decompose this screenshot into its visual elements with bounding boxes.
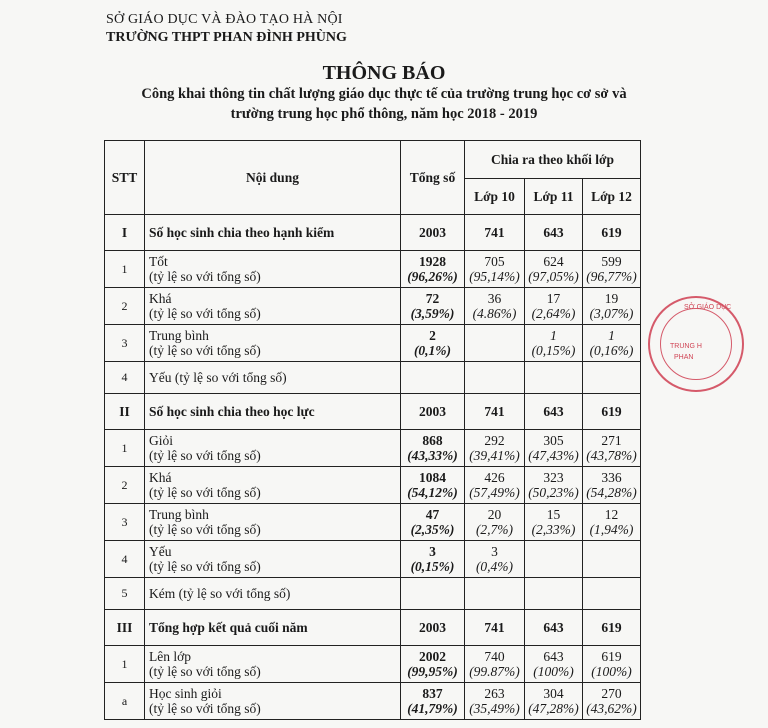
table-body <box>105 215 641 720</box>
page-title: THÔNG BÁO <box>322 62 446 84</box>
table-row <box>105 578 641 610</box>
cell-value: 1084 <box>419 470 446 485</box>
cell-total <box>401 362 465 394</box>
cell-value: 323 <box>543 470 564 485</box>
section-number: I <box>105 215 145 251</box>
cell-total <box>401 646 465 683</box>
section-number: III <box>105 610 145 646</box>
row-ratio-note: (tỷ lệ so với tổng số) <box>149 448 261 463</box>
row-content <box>145 325 401 362</box>
cell-percent: (100%) <box>591 664 632 679</box>
cell-value: 17 <box>546 291 561 306</box>
row-content <box>145 288 401 325</box>
cell-g10 <box>465 504 525 541</box>
row-number: 2 <box>105 467 145 504</box>
row-label: Yếu <box>149 544 172 559</box>
cell-percent: (2,33%) <box>531 522 576 537</box>
row-label: Yếu (tỷ lệ so với tổng số) <box>149 370 287 385</box>
cell-g12 <box>583 251 641 288</box>
cell-value: 336 <box>601 470 622 485</box>
header-grade-12: Lớp 12 <box>583 179 641 215</box>
row-number: a <box>105 683 145 720</box>
cell-g12 <box>583 325 641 362</box>
cell-g11 <box>525 467 583 504</box>
cell-value: 263 <box>484 686 505 701</box>
cell-percent: (3,07%) <box>589 306 634 321</box>
section-g11: 643 <box>525 610 583 646</box>
cell-g10 <box>465 251 525 288</box>
cell-value: 1928 <box>419 254 446 269</box>
cell-percent: (57,49%) <box>469 485 520 500</box>
cell-value: 305 <box>543 433 564 448</box>
table-row <box>105 467 641 504</box>
row-label: Khá <box>149 291 172 306</box>
cell-value: 1 <box>550 328 557 343</box>
row-label: Học sinh giỏi <box>149 686 222 701</box>
row-label: Trung bình <box>149 507 209 522</box>
section-label: Tổng hợp kết quả cuối năm <box>145 610 401 646</box>
row-number: 1 <box>105 646 145 683</box>
cell-g12 <box>583 683 641 720</box>
section-g10: 741 <box>465 394 525 430</box>
cell-percent: (2,7%) <box>475 522 514 537</box>
cell-g10 <box>465 683 525 720</box>
row-content <box>145 251 401 288</box>
cell-percent: (96,26%) <box>407 269 458 284</box>
row-ratio-note: (tỷ lệ so với tổng số) <box>149 485 261 500</box>
section-total: 2003 <box>401 610 465 646</box>
cell-percent: (47,28%) <box>528 701 579 716</box>
header-grade-group: Chia ra theo khối lớp <box>465 141 641 179</box>
row-label: Khá <box>149 470 172 485</box>
official-seal <box>648 296 744 392</box>
row-ratio-note: (tỷ lệ so với tổng số) <box>149 306 261 321</box>
cell-percent: (2,35%) <box>410 522 455 537</box>
cell-g10 <box>465 430 525 467</box>
table-row <box>105 504 641 541</box>
cell-value: 47 <box>425 507 440 522</box>
section-total: 2003 <box>401 394 465 430</box>
cell-percent: (0,16%) <box>589 343 634 358</box>
cell-g11 <box>525 251 583 288</box>
table-row <box>105 288 641 325</box>
cell-total <box>401 578 465 610</box>
cell-percent: (41,79%) <box>407 701 458 716</box>
cell-value: 837 <box>422 686 443 701</box>
row-number: 1 <box>105 251 145 288</box>
cell-total <box>401 504 465 541</box>
cell-value: 271 <box>601 433 622 448</box>
cell-total <box>401 683 465 720</box>
cell-value: 1 <box>608 328 615 343</box>
cell-total <box>401 430 465 467</box>
cell-value: 292 <box>484 433 505 448</box>
cell-value: 619 <box>601 649 622 664</box>
row-ratio-note: (tỷ lệ so với tổng số) <box>149 343 261 358</box>
cell-percent: (0,4%) <box>475 559 514 574</box>
cell-value: 19 <box>604 291 619 306</box>
table-row <box>105 541 641 578</box>
cell-total <box>401 325 465 362</box>
cell-value: 426 <box>484 470 505 485</box>
cell-g11 <box>525 504 583 541</box>
cell-g10 <box>465 541 525 578</box>
section-g10: 741 <box>465 215 525 251</box>
cell-g10 <box>465 578 525 610</box>
cell-percent: (4.86%) <box>472 306 517 321</box>
section-number: II <box>105 394 145 430</box>
header-grade-10: Lớp 10 <box>465 179 525 215</box>
cell-value: 705 <box>484 254 505 269</box>
cell-value: 15 <box>546 507 561 522</box>
cell-g12 <box>583 646 641 683</box>
department-name: SỞ GIÁO DỤC VÀ ĐÀO TẠO HÀ NỘI <box>106 12 343 27</box>
table-row <box>105 430 641 467</box>
cell-percent: (39,41%) <box>469 448 520 463</box>
row-content <box>145 541 401 578</box>
cell-g12 <box>583 362 641 394</box>
header-content: Nội dung <box>145 141 401 215</box>
cell-value: 3 <box>491 544 498 559</box>
row-content <box>145 683 401 720</box>
cell-g11 <box>525 288 583 325</box>
row-content <box>145 504 401 541</box>
row-number: 4 <box>105 362 145 394</box>
section-g11: 643 <box>525 215 583 251</box>
cell-percent: (96,77%) <box>586 269 637 284</box>
header-total: Tổng số <box>401 141 465 215</box>
cell-value: 2 <box>429 328 436 343</box>
cell-percent: (35,49%) <box>469 701 520 716</box>
cell-g12 <box>583 504 641 541</box>
row-number: 3 <box>105 504 145 541</box>
table-row <box>105 251 641 288</box>
cell-total <box>401 541 465 578</box>
row-number: 4 <box>105 541 145 578</box>
cell-value: 3 <box>429 544 436 559</box>
subtitle-line-1: Công khai thông tin chất lượng giáo dục thực tế của trường trung học cơ sở và <box>141 86 627 102</box>
row-label: Trung bình <box>149 328 209 343</box>
cell-percent: (0,15%) <box>410 559 455 574</box>
cell-g11 <box>525 646 583 683</box>
row-label: Giỏi <box>149 433 174 448</box>
section-g12: 619 <box>583 215 641 251</box>
row-label: Lên lớp <box>149 649 192 664</box>
row-number: 2 <box>105 288 145 325</box>
cell-percent: (43,78%) <box>586 448 637 463</box>
cell-value: 304 <box>543 686 564 701</box>
cell-g10 <box>465 467 525 504</box>
row-ratio-note: (tỷ lệ so với tổng số) <box>149 522 261 537</box>
cell-g12 <box>583 467 641 504</box>
seal-text-middle: TRUNG H <box>670 343 702 350</box>
cell-percent: (100%) <box>533 664 574 679</box>
cell-value: 12 <box>604 507 619 522</box>
cell-g10 <box>465 362 525 394</box>
row-content <box>145 430 401 467</box>
cell-percent: (43,33%) <box>407 448 458 463</box>
cell-g12 <box>583 288 641 325</box>
school-name: TRƯỜNG THPT PHAN ĐÌNH PHÙNG <box>106 30 347 45</box>
header-grade-11: Lớp 11 <box>525 179 583 215</box>
row-ratio-note: (tỷ lệ so với tổng số) <box>149 664 261 679</box>
cell-g12 <box>583 578 641 610</box>
cell-percent: (2,64%) <box>531 306 576 321</box>
cell-value: 36 <box>487 291 502 306</box>
cell-value: 868 <box>422 433 443 448</box>
cell-value: 624 <box>543 254 564 269</box>
cell-percent: (99,95%) <box>407 664 458 679</box>
section-label: Số học sinh chia theo hạnh kiểm <box>145 215 401 251</box>
cell-percent: (54,12%) <box>407 485 458 500</box>
cell-g11 <box>525 541 583 578</box>
cell-percent: (0,1%) <box>413 343 452 358</box>
cell-total <box>401 251 465 288</box>
section-g12: 619 <box>583 394 641 430</box>
cell-value: 599 <box>601 254 622 269</box>
section-total: 2003 <box>401 215 465 251</box>
cell-g10 <box>465 325 525 362</box>
row-number: 1 <box>105 430 145 467</box>
cell-g11 <box>525 362 583 394</box>
cell-g11 <box>525 578 583 610</box>
cell-percent: (95,14%) <box>469 269 520 284</box>
section-g10: 741 <box>465 610 525 646</box>
row-content <box>145 578 401 610</box>
table-row <box>105 325 641 362</box>
row-number: 5 <box>105 578 145 610</box>
cell-percent: (54,28%) <box>586 485 637 500</box>
cell-value: 643 <box>543 649 564 664</box>
cell-g12 <box>583 430 641 467</box>
row-ratio-note: (tỷ lệ so với tổng số) <box>149 701 261 716</box>
cell-g12 <box>583 541 641 578</box>
cell-total <box>401 288 465 325</box>
cell-percent: (1,94%) <box>589 522 634 537</box>
section-row <box>105 394 641 430</box>
cell-percent: (47,43%) <box>528 448 579 463</box>
cell-value: 72 <box>425 291 440 306</box>
row-number: 3 <box>105 325 145 362</box>
cell-percent: (3,59%) <box>410 306 455 321</box>
row-content <box>145 646 401 683</box>
cell-percent: (50,23%) <box>528 485 579 500</box>
table-row <box>105 683 641 720</box>
row-content <box>145 467 401 504</box>
cell-value: 740 <box>484 649 505 664</box>
cell-g11 <box>525 430 583 467</box>
cell-g10 <box>465 646 525 683</box>
section-row <box>105 215 641 251</box>
section-g12: 619 <box>583 610 641 646</box>
row-content <box>145 362 401 394</box>
section-g11: 643 <box>525 394 583 430</box>
cell-percent: (0,15%) <box>531 343 576 358</box>
cell-percent: (97,05%) <box>528 269 579 284</box>
seal-text-top: SỞ GIÁO DỤC <box>684 304 732 311</box>
row-ratio-note: (tỷ lệ so với tổng số) <box>149 559 261 574</box>
table-row <box>105 362 641 394</box>
cell-g10 <box>465 288 525 325</box>
section-label: Số học sinh chia theo học lực <box>145 394 401 430</box>
cell-g11 <box>525 683 583 720</box>
table-row <box>105 646 641 683</box>
seal-text-bottom: PHAN <box>674 354 694 361</box>
cell-value: 20 <box>487 507 502 522</box>
section-row <box>105 610 641 646</box>
cell-g11 <box>525 325 583 362</box>
row-label: Tốt <box>149 254 168 269</box>
cell-value: 2002 <box>419 649 446 664</box>
cell-percent: (43,62%) <box>586 701 637 716</box>
quality-table <box>104 140 641 720</box>
header-stt: STT <box>105 141 145 215</box>
row-ratio-note: (tỷ lệ so với tổng số) <box>149 269 261 284</box>
subtitle-line-2: trường trung học phổ thông, năm học 2018 - 2019 <box>230 106 538 122</box>
cell-percent: (99.87%) <box>469 664 520 679</box>
cell-value: 270 <box>601 686 622 701</box>
row-label: Kém (tỷ lệ so với tổng số) <box>149 586 291 601</box>
cell-total <box>401 467 465 504</box>
